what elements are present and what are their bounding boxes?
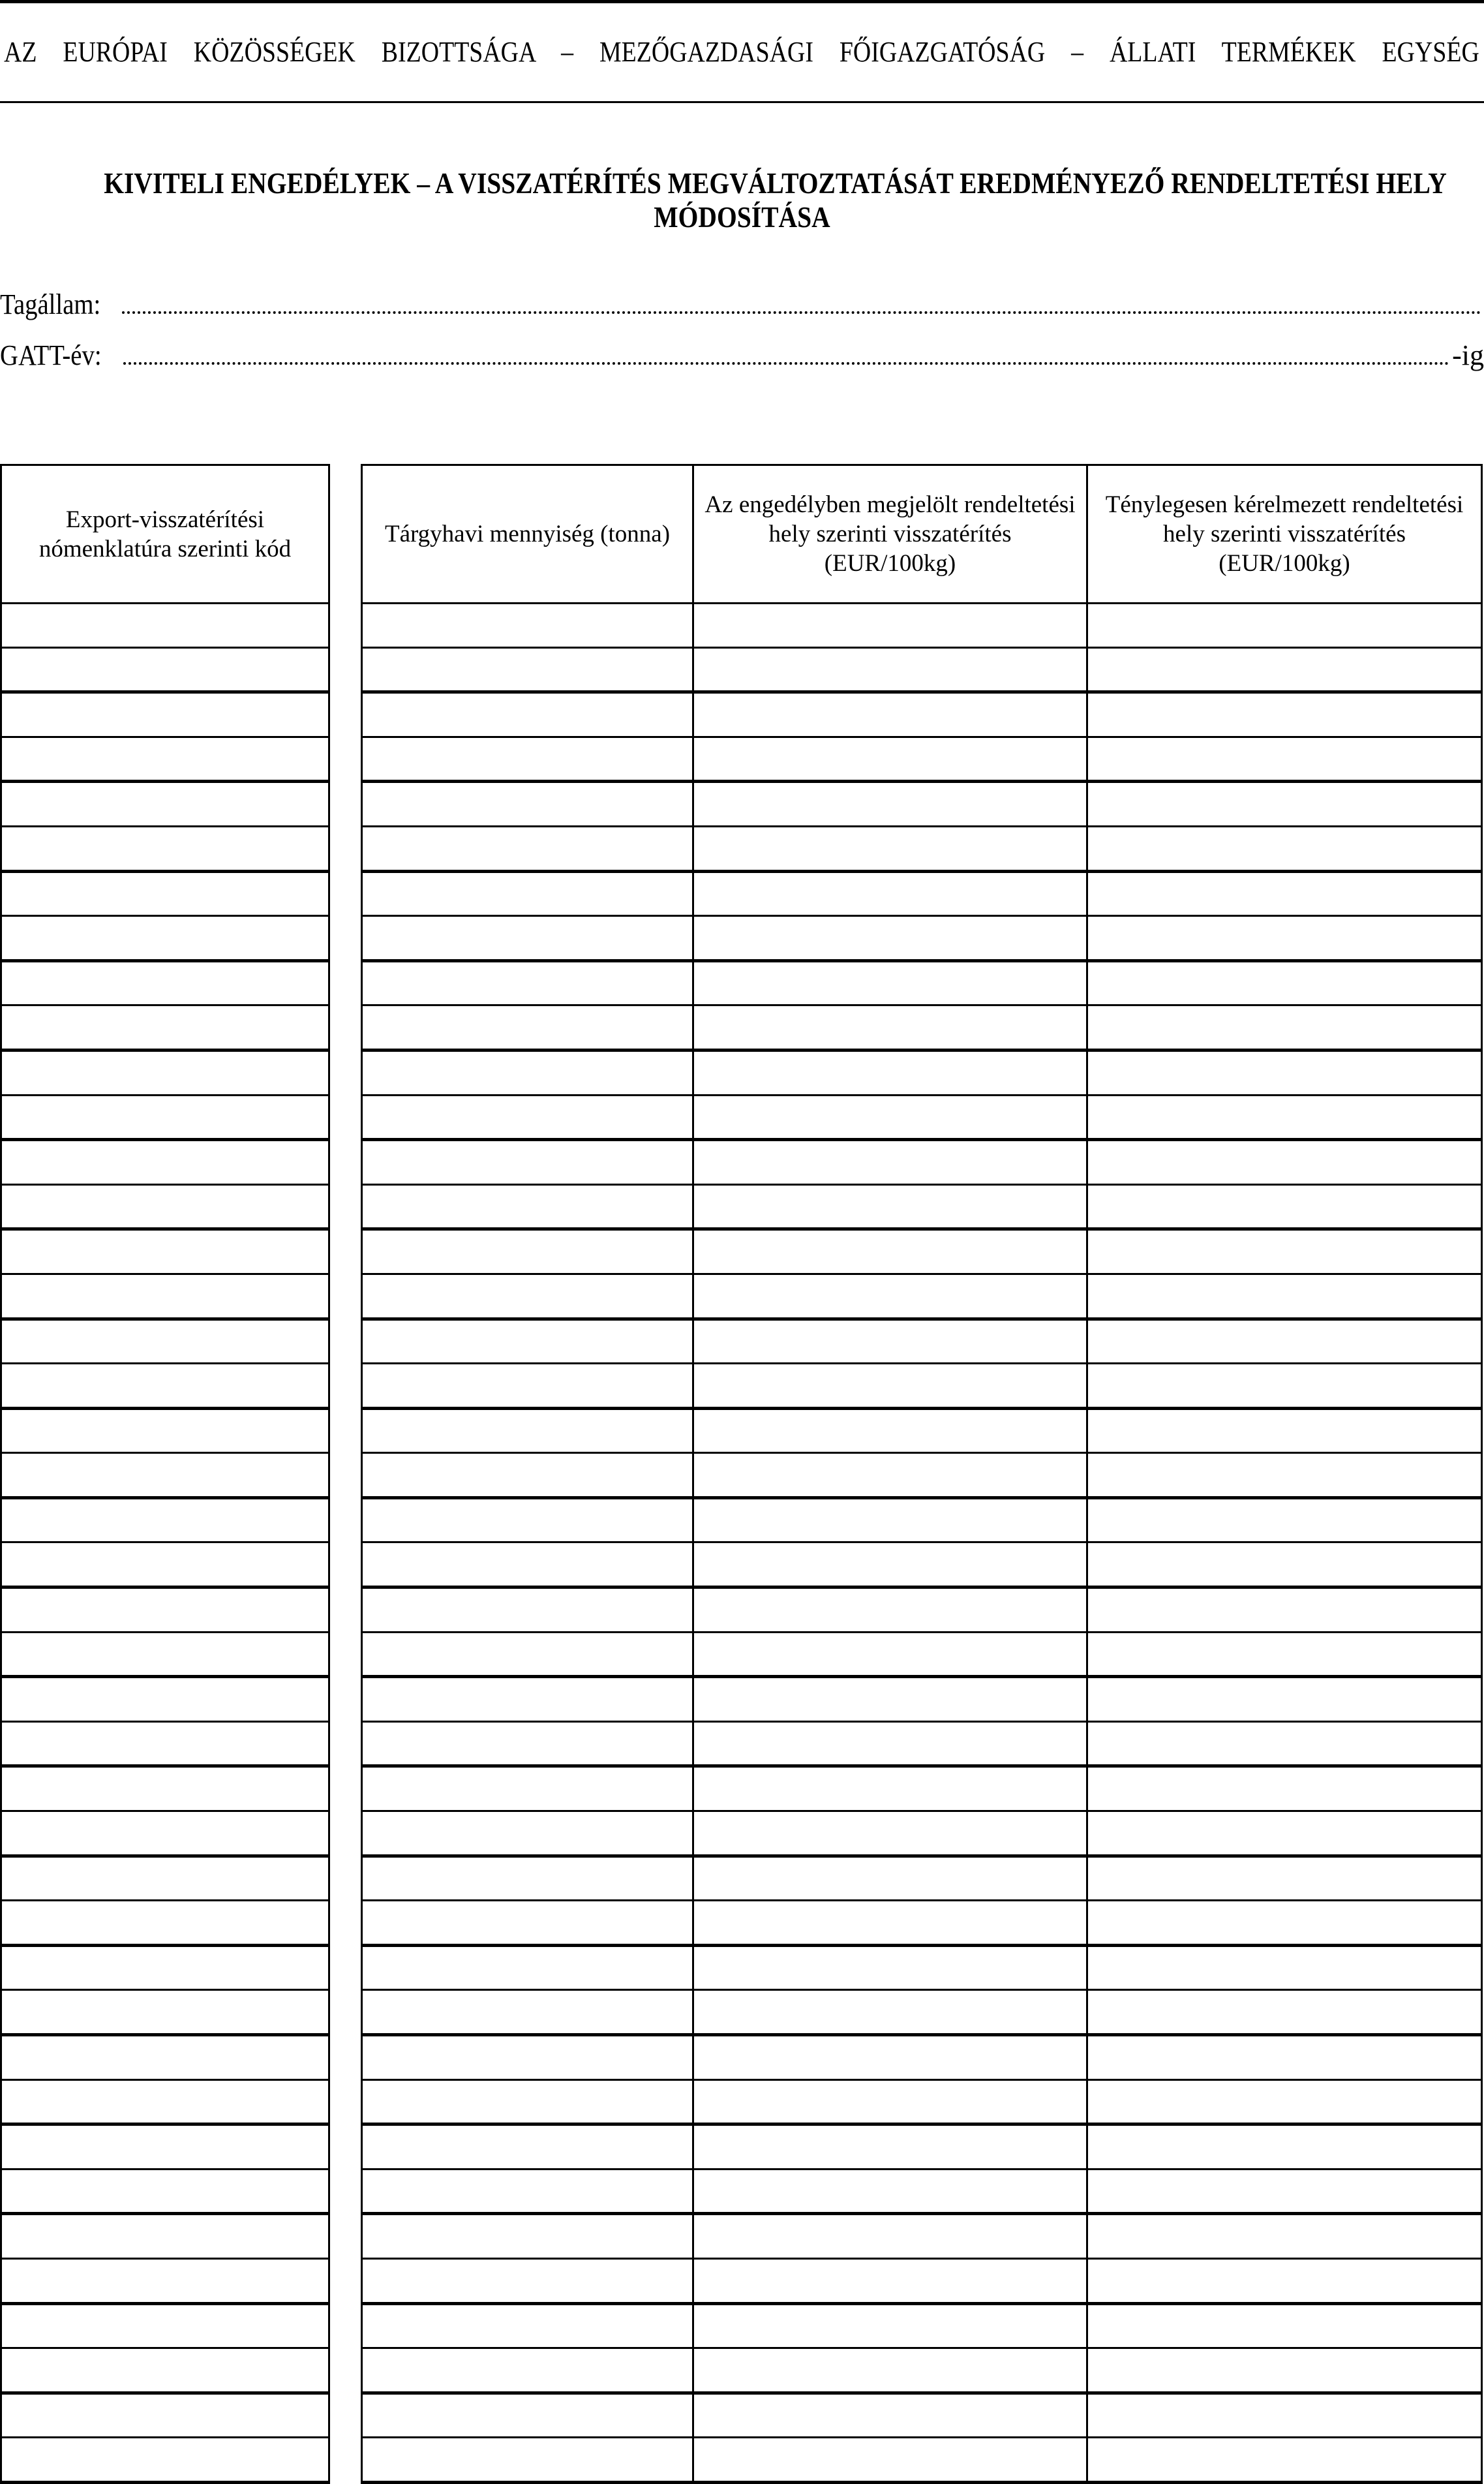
table-row <box>1 737 329 782</box>
code-cell[interactable] <box>1 782 329 827</box>
actual-refund-cell[interactable] <box>1087 2035 1482 2080</box>
actual-refund-cell[interactable] <box>1087 1408 1482 1453</box>
code-cell[interactable] <box>1 2438 329 2483</box>
table-row <box>362 1721 1482 1766</box>
table-row <box>362 1856 1482 1901</box>
quantity-cell[interactable] <box>362 692 693 737</box>
code-cell[interactable] <box>1 1274 329 1319</box>
table-row <box>362 960 1482 1005</box>
table-row <box>362 1274 1482 1319</box>
actual-refund-cell[interactable] <box>1087 1542 1482 1587</box>
licence-refund-cell[interactable] <box>693 826 1087 871</box>
table-row <box>362 2035 1482 2080</box>
licence-refund-cell[interactable] <box>693 871 1087 916</box>
actual-refund-cell[interactable] <box>1087 1990 1482 2035</box>
licence-refund-cell[interactable] <box>693 1721 1087 1766</box>
table-row <box>362 782 1482 827</box>
licence-refund-cell[interactable] <box>693 2348 1087 2393</box>
table-row <box>1 1095 329 1140</box>
actual-refund-cell[interactable] <box>1087 960 1482 1005</box>
quantity-cell[interactable] <box>362 2393 693 2438</box>
table-row <box>362 692 1482 737</box>
table-row <box>1 782 329 827</box>
table-row <box>362 647 1482 692</box>
table-row <box>362 2303 1482 2348</box>
quantity-cell[interactable] <box>362 826 693 871</box>
quantity-cell[interactable] <box>362 1721 693 1766</box>
agency-header: AZ EURÓPAI KÖZÖSSÉGEK BIZOTTSÁGA – MEZŐGAZDASÁGI FŐIGAZGATÓSÁG – ÁLLATI TERMÉKEK EGYSÉG <box>4 36 1479 68</box>
table-row <box>362 1677 1482 1722</box>
table-row <box>362 604 1482 648</box>
table-row <box>362 1901 1482 1946</box>
actual-refund-cell[interactable] <box>1087 1364 1482 1409</box>
table-row <box>1 2169 329 2214</box>
actual-refund-cell[interactable] <box>1087 1229 1482 1274</box>
table-row <box>1 1274 329 1319</box>
actual-refund-cell[interactable] <box>1087 647 1482 692</box>
table-row <box>1 1453 329 1498</box>
quantity-cell[interactable] <box>362 1408 693 1453</box>
licence-refund-cell[interactable] <box>693 1453 1087 1498</box>
table-row <box>362 1095 1482 1140</box>
quantity-cell[interactable] <box>362 1811 693 1856</box>
code-cell[interactable] <box>1 1364 329 1409</box>
table-row <box>1 647 329 692</box>
table-row <box>362 2348 1482 2393</box>
quantity-cell[interactable] <box>362 1766 693 1811</box>
licence-refund-cell[interactable] <box>693 1005 1087 1050</box>
licence-refund-cell[interactable] <box>693 1184 1087 1229</box>
licence-refund-cell[interactable] <box>693 1856 1087 1901</box>
licence-refund-cell[interactable] <box>693 2124 1087 2170</box>
licence-refund-cell[interactable] <box>693 1095 1087 1140</box>
table-row <box>1 1856 329 1901</box>
table-row <box>362 1140 1482 1185</box>
table-row <box>1 1408 329 1453</box>
code-cell[interactable] <box>1 1542 329 1587</box>
code-cell[interactable] <box>1 1811 329 1856</box>
quantity-cell[interactable] <box>362 1497 693 1542</box>
table-row <box>1 1901 329 1946</box>
code-cell[interactable] <box>1 2348 329 2393</box>
quantity-cell[interactable] <box>362 1095 693 1140</box>
gatt-year-field[interactable] <box>0 338 1484 373</box>
quantity-cell[interactable] <box>362 1274 693 1319</box>
code-cell[interactable] <box>1 2393 329 2438</box>
licence-refund-cell[interactable] <box>693 737 1087 782</box>
code-cell[interactable] <box>1 1408 329 1453</box>
code-cell[interactable] <box>1 2124 329 2170</box>
licence-refund-cell[interactable] <box>693 1497 1087 1542</box>
table-row <box>362 1050 1482 1095</box>
code-cell[interactable] <box>1 1229 329 1274</box>
column-header-licence-refund: Az engedélyben megjelölt rendeltetési hely szerinti visszatérítés (EUR/100kg) <box>693 465 1087 604</box>
table-row <box>362 737 1482 782</box>
actual-refund-cell[interactable] <box>1087 2348 1482 2393</box>
table-row <box>362 1587 1482 1633</box>
form-title-line2: MÓDOSÍTÁSA <box>654 200 830 234</box>
licence-refund-cell[interactable] <box>693 782 1087 827</box>
table-row <box>362 2393 1482 2438</box>
quantity-cell[interactable] <box>362 1005 693 1050</box>
actual-refund-cell[interactable] <box>1087 1632 1482 1677</box>
table-row <box>1 1721 329 1766</box>
licence-refund-cell[interactable] <box>693 1632 1087 1677</box>
table-row <box>362 826 1482 871</box>
table-row <box>362 1766 1482 1811</box>
licence-refund-cell[interactable] <box>693 2258 1087 2303</box>
table-row <box>1 1364 329 1409</box>
licence-refund-cell[interactable] <box>693 1945 1087 1990</box>
table-row <box>1 692 329 737</box>
table-row <box>362 1005 1482 1050</box>
actual-refund-cell[interactable] <box>1087 2169 1482 2214</box>
quantity-cell[interactable] <box>362 1140 693 1185</box>
quantity-cell[interactable] <box>362 1184 693 1229</box>
table-row <box>1 871 329 916</box>
quantity-cell[interactable] <box>362 1364 693 1409</box>
table-row <box>362 1990 1482 2035</box>
code-cell[interactable] <box>1 2258 329 2303</box>
table-row <box>1 1050 329 1095</box>
code-cell[interactable] <box>1 2303 329 2348</box>
code-cell[interactable] <box>1 871 329 916</box>
table-row <box>362 1542 1482 1587</box>
quantity-cell[interactable] <box>362 1319 693 1364</box>
code-cell[interactable] <box>1 1497 329 1542</box>
actual-refund-cell[interactable] <box>1087 826 1482 871</box>
actual-refund-cell[interactable] <box>1087 2258 1482 2303</box>
code-cell[interactable] <box>1 1453 329 1498</box>
actual-refund-cell[interactable] <box>1087 2214 1482 2259</box>
code-cell[interactable] <box>1 1005 329 1050</box>
licence-refund-cell[interactable] <box>693 2079 1087 2124</box>
actual-refund-cell[interactable] <box>1087 2303 1482 2348</box>
code-cell[interactable] <box>1 2079 329 2124</box>
licence-refund-cell[interactable] <box>693 1901 1087 1946</box>
table-row <box>362 1945 1482 1990</box>
member-state-label: Tagállam: <box>0 288 101 320</box>
table-row <box>1 826 329 871</box>
table-row <box>362 2438 1482 2483</box>
table-row <box>362 1364 1482 1409</box>
code-cell[interactable] <box>1 826 329 871</box>
code-cell[interactable] <box>1 647 329 692</box>
licence-refund-cell[interactable] <box>693 2035 1087 2080</box>
table-row <box>1 1497 329 1542</box>
licence-refund-cell[interactable] <box>693 1542 1087 1587</box>
table-row <box>1 2214 329 2259</box>
code-cell[interactable] <box>1 2214 329 2259</box>
quantity-cell[interactable] <box>362 1856 693 1901</box>
code-cell[interactable] <box>1 1721 329 1766</box>
code-cell[interactable] <box>1 1856 329 1901</box>
quantity-cell[interactable] <box>362 737 693 782</box>
code-cell[interactable] <box>1 2035 329 2080</box>
code-table <box>0 464 330 2484</box>
licence-refund-cell[interactable] <box>693 1766 1087 1811</box>
quantity-cell[interactable] <box>362 2438 693 2483</box>
code-cell[interactable] <box>1 960 329 1005</box>
quantity-cell[interactable] <box>362 1229 693 1274</box>
table-row <box>1 2303 329 2348</box>
table-row <box>1 2258 329 2303</box>
table-row <box>1 1542 329 1587</box>
table-row <box>362 2214 1482 2259</box>
licence-refund-cell[interactable] <box>693 1408 1087 1453</box>
licence-refund-cell[interactable] <box>693 1274 1087 1319</box>
code-cell[interactable] <box>1 604 329 648</box>
table-row <box>1 1587 329 1633</box>
code-cell[interactable] <box>1 1632 329 1677</box>
table-row <box>362 1811 1482 1856</box>
actual-refund-cell[interactable] <box>1087 2124 1482 2170</box>
table-row <box>1 1677 329 1722</box>
actual-refund-cell[interactable] <box>1087 692 1482 737</box>
table-row <box>362 2079 1482 2124</box>
code-cell[interactable] <box>1 1766 329 1811</box>
licence-refund-cell[interactable] <box>693 1140 1087 1185</box>
quantity-cell[interactable] <box>362 2035 693 2080</box>
table-row <box>362 1453 1482 1498</box>
quantity-cell[interactable] <box>362 1050 693 1095</box>
table-row <box>362 1632 1482 1677</box>
actual-refund-cell[interactable] <box>1087 1587 1482 1633</box>
quantity-cell[interactable] <box>362 1945 693 1990</box>
licence-refund-cell[interactable] <box>693 2393 1087 2438</box>
quantity-cell[interactable] <box>362 1542 693 1587</box>
header-rule <box>0 101 1484 103</box>
quantity-cell[interactable] <box>362 1587 693 1633</box>
table-row <box>1 2079 329 2124</box>
actual-refund-cell[interactable] <box>1087 1319 1482 1364</box>
table-row <box>1 1766 329 1811</box>
code-cell[interactable] <box>1 1677 329 1722</box>
table-row <box>1 1140 329 1185</box>
actual-refund-cell[interactable] <box>1087 1453 1482 1498</box>
code-cell[interactable] <box>1 1184 329 1229</box>
licence-refund-cell[interactable] <box>693 960 1087 1005</box>
licence-refund-cell[interactable] <box>693 1229 1087 1274</box>
licence-refund-cell[interactable] <box>693 2169 1087 2214</box>
code-cell[interactable] <box>1 1990 329 2035</box>
actual-refund-cell[interactable] <box>1087 782 1482 827</box>
gatt-year-input-line[interactable] <box>123 361 1449 365</box>
member-state-field[interactable] <box>0 287 1484 322</box>
licence-refund-cell[interactable] <box>693 1677 1087 1722</box>
licence-refund-cell[interactable] <box>693 1050 1087 1095</box>
table-row <box>362 2258 1482 2303</box>
actual-refund-cell[interactable] <box>1087 2393 1482 2438</box>
licence-refund-cell[interactable] <box>693 647 1087 692</box>
actual-refund-cell[interactable] <box>1087 1140 1482 1185</box>
table-row <box>1 960 329 1005</box>
actual-refund-cell[interactable] <box>1087 1274 1482 1319</box>
licence-refund-cell[interactable] <box>693 2214 1087 2259</box>
column-header-code: Export-visszatérítési nómenklatúra szerinti kód <box>1 465 329 604</box>
quantity-cell[interactable] <box>362 604 693 648</box>
code-cell[interactable] <box>1 1587 329 1633</box>
quantity-cell[interactable] <box>362 647 693 692</box>
table-row <box>1 604 329 648</box>
table-row <box>1 2393 329 2438</box>
licence-refund-cell[interactable] <box>693 692 1087 737</box>
table-row <box>1 1811 329 1856</box>
code-cell[interactable] <box>1 737 329 782</box>
table-row <box>1 1632 329 1677</box>
actual-refund-cell[interactable] <box>1087 737 1482 782</box>
quantity-cell[interactable] <box>362 1453 693 1498</box>
quantity-cell[interactable] <box>362 2214 693 2259</box>
table-row <box>1 2438 329 2483</box>
table-row <box>362 916 1482 961</box>
table-row <box>1 1319 329 1364</box>
quantity-cell[interactable] <box>362 871 693 916</box>
table-row <box>362 2124 1482 2170</box>
quantity-cell[interactable] <box>362 960 693 1005</box>
table-row <box>1 1990 329 2035</box>
code-cell[interactable] <box>1 916 329 961</box>
licence-refund-cell[interactable] <box>693 1319 1087 1364</box>
column-header-actual-refund: Ténylegesen kérelmezett rendeltetési hely szerinti visszatérítés (EUR/100kg) <box>1087 465 1482 604</box>
quantity-cell[interactable] <box>362 916 693 961</box>
table-row <box>362 1319 1482 1364</box>
licence-refund-cell[interactable] <box>693 1811 1087 1856</box>
actual-refund-cell[interactable] <box>1087 916 1482 961</box>
gatt-year-label: GATT-év: <box>0 339 102 371</box>
actual-refund-cell[interactable] <box>1087 1184 1482 1229</box>
table-row <box>1 1005 329 1050</box>
table-row <box>362 1184 1482 1229</box>
code-cell[interactable] <box>1 1050 329 1095</box>
top-rule <box>0 0 1484 3</box>
actual-refund-cell[interactable] <box>1087 1945 1482 1990</box>
quantity-cell[interactable] <box>362 2079 693 2124</box>
code-cell[interactable] <box>1 1901 329 1946</box>
licence-refund-cell[interactable] <box>693 604 1087 648</box>
licence-refund-cell[interactable] <box>693 1990 1087 2035</box>
licence-refund-cell[interactable] <box>693 2438 1087 2483</box>
actual-refund-cell[interactable] <box>1087 1721 1482 1766</box>
code-cell[interactable] <box>1 692 329 737</box>
actual-refund-cell[interactable] <box>1087 871 1482 916</box>
code-cell[interactable] <box>1 1945 329 1990</box>
member-state-input-line[interactable] <box>122 311 1481 314</box>
actual-refund-cell[interactable] <box>1087 1766 1482 1811</box>
quantity-cell[interactable] <box>362 1632 693 1677</box>
actual-refund-cell[interactable] <box>1087 1005 1482 1050</box>
gatt-year-suffix: -ig <box>1452 339 1484 371</box>
actual-refund-cell[interactable] <box>1087 1901 1482 1946</box>
actual-refund-cell[interactable] <box>1087 1677 1482 1722</box>
code-cell[interactable] <box>1 1095 329 1140</box>
code-cell[interactable] <box>1 2169 329 2214</box>
licence-refund-cell[interactable] <box>693 1587 1087 1633</box>
actual-refund-cell[interactable] <box>1087 1497 1482 1542</box>
table-row <box>1 1184 329 1229</box>
actual-refund-cell[interactable] <box>1087 1095 1482 1140</box>
quantity-cell[interactable] <box>362 1901 693 1946</box>
code-cell[interactable] <box>1 1319 329 1364</box>
licence-refund-cell[interactable] <box>693 916 1087 961</box>
quantity-cell[interactable] <box>362 2169 693 2214</box>
table-row <box>1 916 329 961</box>
actual-refund-cell[interactable] <box>1087 1811 1482 1856</box>
quantity-cell[interactable] <box>362 1990 693 2035</box>
actual-refund-cell[interactable] <box>1087 604 1482 648</box>
quantity-cell[interactable] <box>362 2258 693 2303</box>
table-row <box>1 2035 329 2080</box>
actual-refund-cell[interactable] <box>1087 1050 1482 1095</box>
form-title-line1: KIVITELI ENGEDÉLYEK – A VISSZATÉRÍTÉS MEGVÁLTOZTATÁSÁT EREDMÉNYEZŐ RENDELTETÉSI HELY <box>104 166 1447 200</box>
quantity-cell[interactable] <box>362 2124 693 2170</box>
table-row <box>1 1945 329 1990</box>
table-row <box>362 2169 1482 2214</box>
licence-refund-cell[interactable] <box>693 1364 1087 1409</box>
code-cell[interactable] <box>1 1140 329 1185</box>
column-header-quantity: Tárgyhavi mennyiség (tonna) <box>362 465 693 604</box>
refund-table <box>361 464 1483 2484</box>
table-row <box>362 871 1482 916</box>
licence-refund-cell[interactable] <box>693 2303 1087 2348</box>
quantity-cell[interactable] <box>362 2303 693 2348</box>
table-row <box>362 1408 1482 1453</box>
table-row <box>1 1229 329 1274</box>
table-row <box>1 2348 329 2393</box>
actual-refund-cell[interactable] <box>1087 2079 1482 2124</box>
quantity-cell[interactable] <box>362 782 693 827</box>
actual-refund-cell[interactable] <box>1087 2438 1482 2483</box>
table-row <box>1 2124 329 2170</box>
table-row <box>362 1229 1482 1274</box>
quantity-cell[interactable] <box>362 1677 693 1722</box>
quantity-cell[interactable] <box>362 2348 693 2393</box>
table-row <box>362 1497 1482 1542</box>
actual-refund-cell[interactable] <box>1087 1856 1482 1901</box>
